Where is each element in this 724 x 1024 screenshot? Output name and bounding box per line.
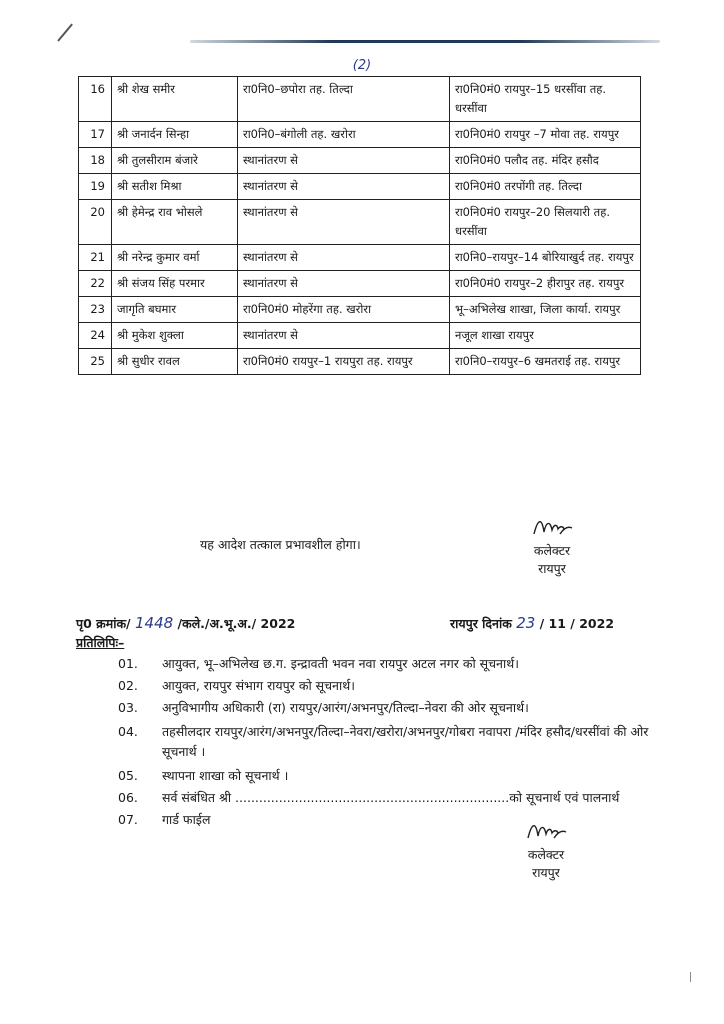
to-posting-cell: रा0नि0मं0 रायपुर –7 मोवा तह. रायपुर (450, 122, 641, 148)
signature-title: कलेक्टर (533, 543, 571, 558)
table-row (79, 77, 641, 122)
serial-number-cell: 24 (79, 323, 112, 349)
employee-name-cell: श्री नरेन्द्र कुमार वर्मा (112, 245, 238, 271)
employee-name-cell: श्री सतीश मिश्रा (112, 174, 238, 200)
from-posting-cell: रा0नि0मं0 रायपुर–1 रायपुरा तह. रायपुर (238, 349, 450, 375)
serial-number-cell: 23 (79, 297, 112, 323)
order-prefix: पृ0 क्रमांक/ (76, 616, 131, 631)
to-posting-cell: रा0नि0मं0 तरपोंगी तह. तिल्दा (450, 174, 641, 200)
order-suffix: /कले./अ.भू.अ./ 2022 (177, 616, 296, 631)
order-date-day: 23 (516, 614, 536, 632)
to-posting-cell: रा0नि0मं0 रायपुर–2 हीरापुर तह. रायपुर (450, 271, 641, 297)
employee-name-cell: श्री शेख समीर (112, 77, 238, 122)
signature-title: कलेक्टर (527, 847, 565, 862)
table-row (79, 271, 641, 297)
signature-scribble (524, 818, 568, 844)
employee-name-cell: जागृति बघमार (112, 297, 238, 323)
table-row (79, 245, 641, 271)
copy-item-number: 02. (118, 678, 138, 693)
to-posting-cell: रा0नि0मं0 रायपुर–15 धरसींवा तह. धरसींवा (450, 77, 641, 122)
copy-item-number: 06. (118, 790, 138, 805)
copy-item-text: आयुक्त, रायपुर संभाग रायपुर को सूचनार्थ। (162, 678, 355, 693)
from-posting-cell: स्थानांतरण से (238, 245, 450, 271)
from-posting-cell: स्थानांतरण से (238, 271, 450, 297)
employee-name-cell: श्री हेमेन्द्र राव भोसले (112, 200, 238, 245)
serial-number-cell: 25 (79, 349, 112, 375)
copy-item-number: 01. (118, 656, 138, 671)
employee-name-cell: श्री तुलसीराम बंजारे (112, 148, 238, 174)
table-row (79, 148, 641, 174)
copy-item-text: स्थापना शाखा को सूचनार्थ । (162, 768, 289, 783)
signature-block-1 (512, 514, 592, 578)
copy-item-number: 07. (118, 812, 138, 827)
to-posting-cell: भू–अभिलेख शाखा, जिला कार्या. रायपुर (450, 297, 641, 323)
employee-name-cell: श्री सुधीर रावल (112, 349, 238, 375)
copy-item-text: आयुक्त, भू–अभिलेख छ.ग. इन्द्रावती भवन नवा रायपुर अटल नगर को सूचनार्थ। (162, 656, 519, 671)
signature-place: रायपुर (538, 561, 566, 576)
signature-place: रायपुर (532, 865, 560, 880)
copy-item-text: गार्ड फाईल (162, 812, 211, 827)
transfer-table (78, 76, 641, 375)
page-number: (2) (352, 58, 372, 73)
from-posting-cell: रा0नि0मं0 मोहरेंगा तह. खरोरा (238, 297, 450, 323)
order-date (450, 614, 614, 632)
employee-name-cell: श्री संजय सिंह परमार (112, 271, 238, 297)
employee-name-cell: श्री मुकेश शुक्ला (112, 323, 238, 349)
serial-number-cell: 19 (79, 174, 112, 200)
serial-number-cell: 17 (79, 122, 112, 148)
table-row (79, 122, 641, 148)
table-row (79, 200, 641, 245)
signature-scribble (530, 514, 574, 540)
copy-item-text: अनुविभागीय अधिकारी (रा) रायपुर/आरंग/अभनपुर/तिल्दा–नेवरा की ओर सूचनार्थ। (162, 700, 529, 715)
employee-name-cell: श्री जनार्दन सिन्हा (112, 122, 238, 148)
table-row (79, 297, 641, 323)
top-rule (190, 40, 660, 43)
to-posting-cell: रा0नि0मं0 पलौद तह. मंदिर हसौद (450, 148, 641, 174)
from-posting-cell: स्थानांतरण से (238, 148, 450, 174)
signature-block-2 (506, 818, 586, 882)
from-posting-cell: स्थानांतरण से (238, 323, 450, 349)
serial-number-cell: 21 (79, 245, 112, 271)
from-posting-cell: रा0नि0–छपोरा तह. तिल्दा (238, 77, 450, 122)
copy-item-text: तहसीलदार रायपुर/आरंग/अभनपुर/तिल्दा–नेवरा/खरोरा/अभनपुर/गोबरा नवापरा /मंदिर हसौद/धरसींवां की ओर सूचनार्थ । (162, 724, 649, 759)
transfer-table-body (79, 77, 641, 375)
serial-number-cell: 16 (79, 77, 112, 122)
copy-item-number: 05. (118, 768, 138, 783)
copy-item-number: 04. (118, 724, 138, 739)
table-row (79, 323, 641, 349)
table-row (79, 349, 641, 375)
from-posting-cell: स्थानांतरण से (238, 174, 450, 200)
copy-item-number: 03. (118, 700, 138, 715)
order-date-prefix: रायपुर दिनांक (450, 616, 512, 631)
order-number: 1448 (135, 614, 174, 632)
serial-number-cell: 18 (79, 148, 112, 174)
copy-item-text: सर्व संबंधित श्री .....................................................................को सूचनार्थ एवं पालनार्थ (162, 790, 620, 805)
edge-mark (690, 972, 691, 982)
from-posting-cell: स्थानांतरण से (238, 200, 450, 245)
to-posting-cell: नजूल शाखा रायपुर (450, 323, 641, 349)
serial-number-cell: 22 (79, 271, 112, 297)
to-posting-cell: रा0नि0–रायपुर–14 बोरियाखुर्द तह. रायपुर (450, 245, 641, 271)
serial-number-cell: 20 (79, 200, 112, 245)
corner-mark (57, 24, 73, 42)
copy-to-heading: प्रतिलिपिः– (76, 635, 125, 650)
order-date-rest: / 11 / 2022 (539, 616, 615, 631)
effect-statement: यह आदेश तत्काल प्रभावशील होगा। (200, 537, 361, 552)
to-posting-cell: रा0नि0–रायपुर–6 खमतराई तह. रायपुर (450, 349, 641, 375)
from-posting-cell: रा0नि0–बंगोली तह. खरोरा (238, 122, 450, 148)
table-row (79, 174, 641, 200)
to-posting-cell: रा0नि0मं0 रायपुर–20 सिलयारी तह. धरसींवा (450, 200, 641, 245)
